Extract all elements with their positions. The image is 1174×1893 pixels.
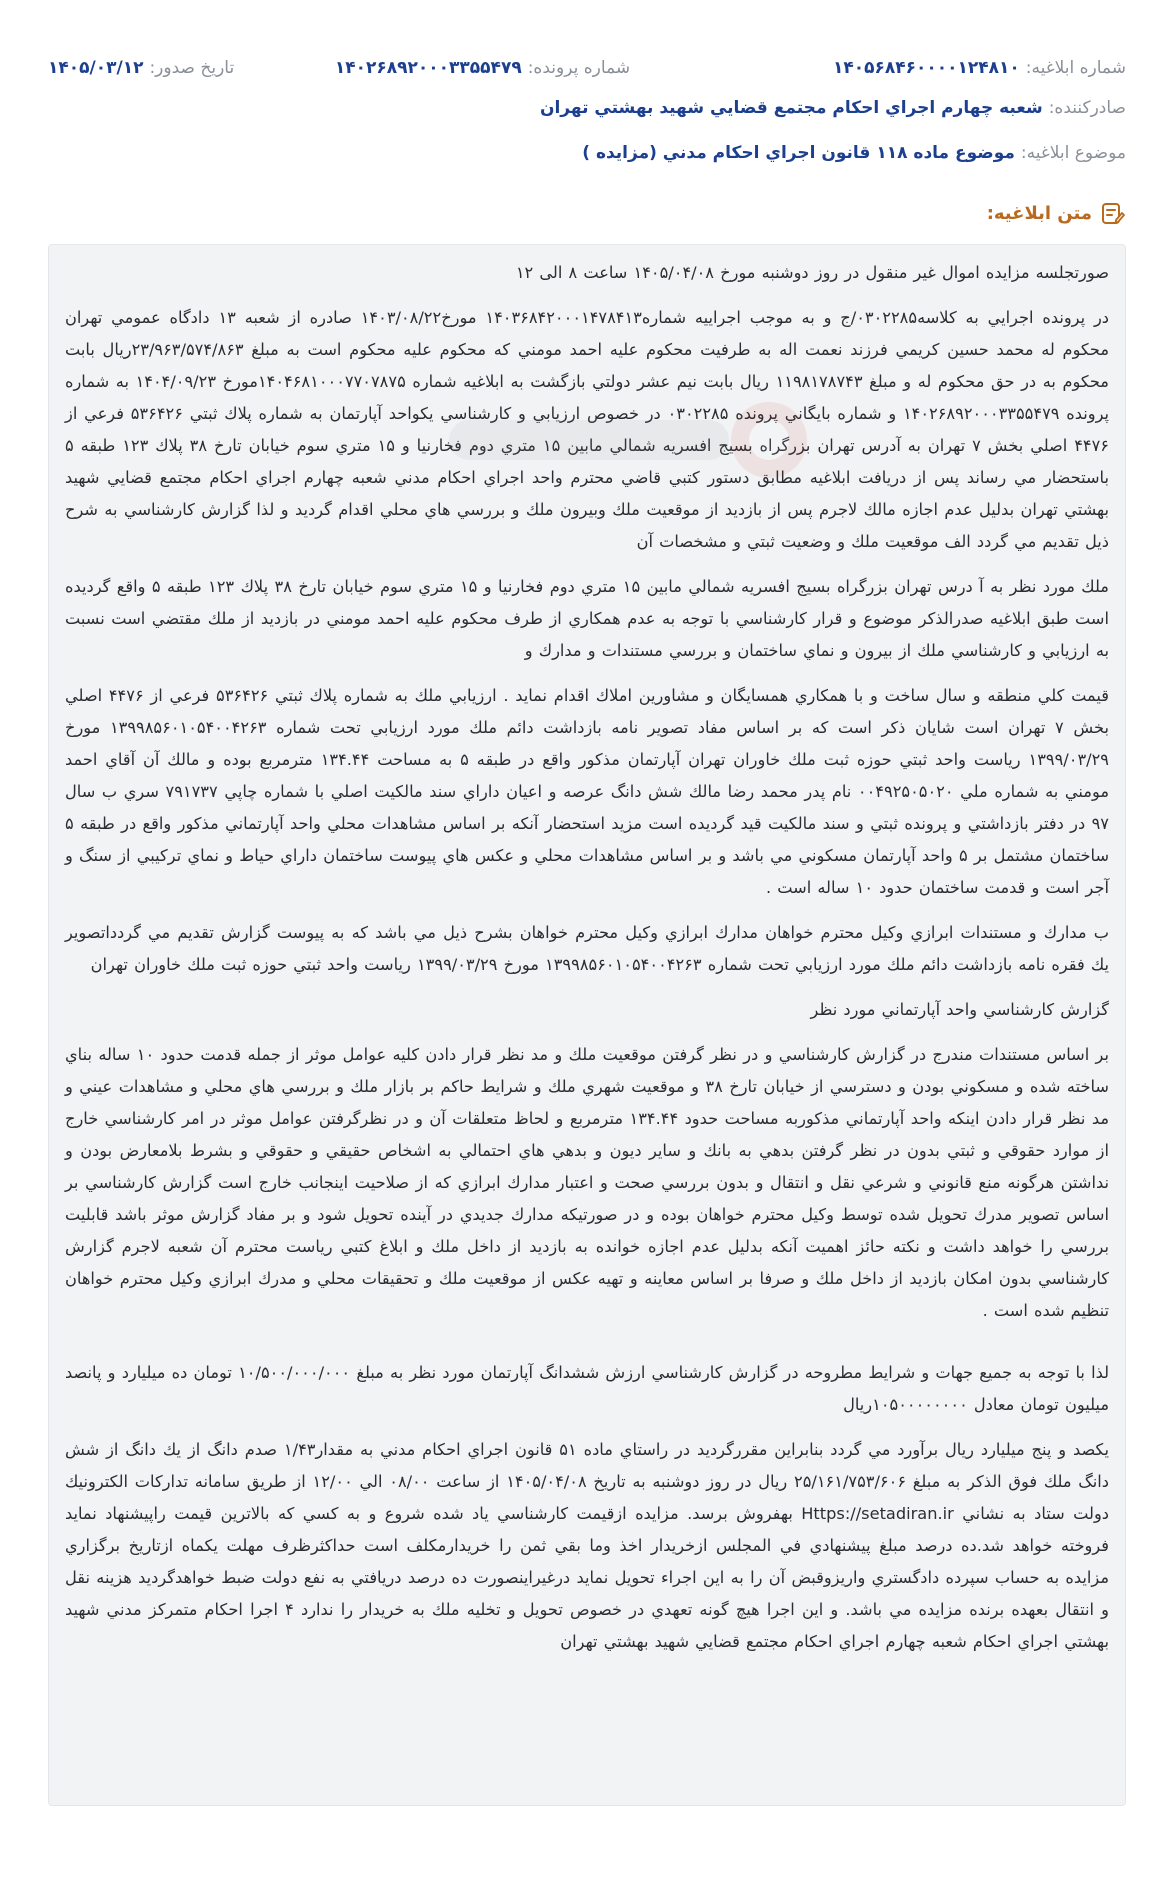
case-number-label: شماره پرونده:	[527, 58, 631, 78]
notice-text-panel	[48, 244, 1126, 1806]
header-meta-row	[48, 50, 1126, 86]
notice-text-heading	[987, 196, 1126, 230]
paragraph: ملك مورد نظر به آ درس تهران بزرگراه بسيج افسريه شمالي مابين ۱۵ متري دوم فخارنيا و ۱۵ متري سوم خيابان تارخ ۳۸ پلاك ۱۲۳ طبقه ۵ واقع گرديده است طبق ابلاغيه صدرالذكر موضوع و قرار كارشناسي با توجه به عدم همكاري از طرف محكوم عليه احمد مومني در بازديد از ملك مقتضي است نسبت به ارزيابي و كارشناسي ملك از بيرون و نماي ساختمان و بررسي مستندات و مدارك و	[65, 577, 1109, 660]
subject-row	[48, 135, 1126, 171]
paragraph: گزارش كارشناسي واحد آپارتماني مورد نظر	[810, 1000, 1109, 1019]
case-number-value: ۱۴۰۲۶۸۹۲۰۰۰۳۳۵۵۴۷۹	[334, 58, 522, 78]
issue-date-label: تاريخ صدور:	[149, 58, 235, 78]
case-number	[290, 58, 630, 78]
notice-number-value: ۱۴۰۵۶۸۴۶۰۰۰۰۱۲۴۸۱۰	[832, 58, 1020, 78]
notice-text-title: متن ابلاغيه:	[986, 202, 1092, 224]
paragraph: قيمت كلي منطقه و سال ساخت و با همكاري همسايگان و مشاورين املاك اقدام نمايد . ارزيابي ملك به شماره پلاك ثبتي ۵۳۶۴۲۶ فرعي از ۴۴۷۶ اصلي بخش ۷ تهران است شايان ذكر است كه بر اساس مفاد تصوير نامه بازداشت دائم ملك مورد ارزيابي تحت شماره ۱۳۹۹۸۵۶۰۱۰۵۴۰۰۴۲۶۳ مورخ ۱۳۹۹/۰۳/۲۹ رياست واحد ثبتي حوزه ثبت ملك خاوران تهران آپارتمان مذكور واقع در طبقه ۵ به مساحت ۱۳۴.۴۴ مترمربع بوده و مالك آن آقاي احمد مومني به شماره ملي ۰۰۴۹۲۵۰۵۰۲۰ نام پدر محمد رضا مالك شش دانگ عرصه و اعيان داراي سند مالكيت اصلي با شماره چاپي ۷۹۱۷۳۷ سري ب سال ۹۷ در دفتر بازداشتي و پرونده ثبتي و سند مالكيت قيد گرديده است مزيد استحضار آنكه بر اساس مشاهدات محلي واحد آپارتماني مذكور واقع در طبقه ۵ ساختمان مشتمل بر ۵ واحد آپارتمان مسكوني مي باشد و بر اساس مشاهدات محلي و عكس هاي پيوست ساختمان داراي حياط و نماي تركيبي از سنگ و آجر است و قدمت ساختمان حدود ۱۰ ساله است .	[65, 686, 1110, 897]
paragraph: لذا با توجه به جميع جهات و شرايط مطروحه در گزارش كارشناسي ارزش ششدانگ آپارتمان مورد نظر به مبلغ ۱۰/۵۰۰/۰۰۰/۰۰۰ تومان ده ميليارد و پانصد ميليون تومان معادل ۱۰۵۰۰۰۰۰۰۰۰ريال	[65, 1363, 1110, 1414]
document-edit-icon	[1100, 200, 1126, 226]
issue-date	[48, 58, 234, 78]
paragraph: در پرونده اجرايي به كلاسه۰۳۰۲۲۸۵/ج و به موجب اجراييه شماره۱۴۰۳۶۸۴۲۰۰۰۱۴۷۸۴۱۳ مورخ۱۴۰۳/۰۸/۲۲ صادره از شعبه ۱۳ دادگاه عمومي تهران محكوم له محمد حسين كريمي فرزند نعمت اله به طرفيت محكوم عليه احمد مومني كه محكوم عليه محكوم است به مبلغ ۲۳/۹۶۳/۵۷۴/۸۶۳ريال بابت محكوم به در حق محكوم له و مبلغ ۱۱۹۸۱۷۸۷۴۳ ريال بابت نيم عشر دولتي بازگشت به ابلاغيه شماره ۱۴۰۴۶۸۱۰۰۰۷۷۰۷۸۷۵مورخ ۱۴۰۴/۰۹/۲۳ به شماره پرونده ۱۴۰۲۶۸۹۲۰۰۰۳۳۵۵۴۷۹ و شماره بايگاني پرونده ۰۳۰۲۲۸۵ در خصوص ارزيابي و كارشناسي يكواحد آپارتمان به شماره پلاك ثبتي ۵۳۶۴۲۶ فرعي از ۴۴۷۶ اصلي بخش ۷ تهران به آدرس تهران بزرگراه بسيج افسريه شمالي مابين ۱۵ متري دوم فخارنيا و ۱۵ متري سوم خيابان تارخ ۳۸ پلاك ۱۲۳ طبقه ۵ باستحضار مي رساند پس از دريافت ابلاغيه مطابق دستور كتبي قاضي محترم واحد اجراي احكام مدني شعبه چهارم اجراي احكام مجتمع قضايي شهيد بهشتي تهران بدليل عدم اجازه مالك لاجرم پس از بازديد از موقعيت ملك وبيرون ملك و بررسي هاي محلي اقدام گرديد و لذا گزارش كارشناسي به شرح ذيل تقديم مي گردد الف موقعيت ملك و وضعيت ثبتي و مشخصات آن	[65, 308, 1109, 551]
issue-date-value: ۱۴۰۵/۰۳/۱۲	[48, 58, 144, 78]
issuer-label: صادرکننده:	[1048, 98, 1126, 118]
paragraph: بر اساس مستندات مندرج در گزارش كارشناسي و در نظر گرفتن موقعيت ملك و مد نظر قرار دادن كليه عوامل موثر از جمله قدمت حدود ۱۰ ساله بناي ساخته شده و مسكوني بودن و دسترسي از خيابان تارخ ۳۸ و موقعيت شهري ملك و شرايط حاكم بر بازار ملك و بررسي هاي محلي و مشاهدات عيني و مد نظر قرار دادن اينكه واحد آپارتماني مذكوربه مساحت حدود ۱۳۴.۴۴ مترمربع و لحاظ متعلقات آن و در نظرگرفتن عوامل موثر در امر كارشناسي خارج از موارد حقوقي و ثبتي بدون در نظر گرفتن بدهي به بانك و ساير ديون و بدهي هاي احتمالي به اشخاص حقيقي و حقوقي و بشرط بلامعارض بودن و نداشتن هرگونه منع قانوني و شرعي نقل و انتقال و بدون بررسي صحت و اعتبار مدارك ابرازي كه از صلاحيت اينجانب خارج است گزارش كارشناسي بر اساس تصوير مدرك تحويل شده توسط وكيل محترم خواهان بوده و در صورتيكه مدارك جديدي در آينده تحويل شود و بر مفاد گزارش موثر باشد قابليت بررسي را خواهد داشت و نكته حائز اهميت آنكه بدليل عدم اجازه خوانده به بازديد از داخل ملك و ابلاغ كتبي رياست محترم آن شعبه لاجرم گزارش كارشناسي بدون امكان بازديد از داخل ملك و صرفا بر اساس معاينه و تهيه عكس از موقعيت ملك و تحقيقات محلي و مدرك ابرازي وكيل محترم خواهان تنظيم شده است .	[65, 1045, 1109, 1320]
issuer-value: شعبه چهارم اجراي احكام مجتمع قضايي شهيد بهشتي تهران	[539, 98, 1043, 118]
paragraph: يكصد و پنج ميليارد ريال برآورد مي گردد بنابراين مقررگرديد در راستاي ماده ۵۱ قانون اجراي احكام مدني به مقدار۱/۴۳ صدم دانگ از يك دانگ از شش دانگ ملك فوق الذكر به مبلغ ۲۵/۱۶۱/۷۵۳/۶۰۶ ريال در روز دوشنبه به تاريخ ۱۴۰۵/۰۴/۰۸ از ساعت ۰۸/۰۰ الي ۱۲/۰۰ از طريق سامانه تداركات الكترونيك دولت ستاد به نشاني Https://setadiran.ir بهفروش برسد. مزايده ازقيمت كارشناسي ياد شده شروع و به كسي كه بالاترين قيمت راپيشنهاد نمايد فروخته خواهد شد.ده درصد مبلغ پيشنهادي في المجلس ازخريدار اخذ وما بقي ثمن را خريدارمكلف است حداكثرظرف مهلت يكماه ازتاريخ برگزاري مزايده به حساب سپرده دادگستري واريزوقبض آن را به اين اجراء تحويل نمايد درغيراينصورت ده درصد دريافتي به نفع دولت ضبط خواهدگرديد هزينه نقل و انتقال بعهده برنده مزايده مي باشد. و اين اجرا هيچ گونه تعهدي در خصوص تحويل و تخليه ملك به خريدار را ندارد ۴ اجرا احكام متمركز مدني شهيد بهشتي اجراي احكام شعبه چهارم اجراي احكام مجتمع قضايي شهيد بهشتي تهران	[65, 1440, 1109, 1651]
notice-number-label: شماره ابلاغيه:	[1025, 58, 1126, 78]
issuer-row	[48, 90, 1126, 126]
paragraph: صورتجلسه مزايده اموال غير منقول در روز دوشنبه مورخ ۱۴۰۵/۰۴/۰۸ ساعت ۸ الی ۱۲	[515, 263, 1109, 282]
paragraph: ب مدارك و مستندات ابرازي وكيل محترم خواهان مدارك ابرازي وكيل محترم خواهان بشرح ذيل مي باشد كه به پيوست گزارش تقديم مي گردداتصوير يك فقره نامه بازداشت دائم ملك مورد ارزيابي تحت شماره ۱۳۹۹۸۵۶۰۱۰۵۴۰۰۴۲۶۳ مورخ ۱۳۹۹/۰۳/۲۹ رياست واحد ثبتي حوزه ثبت ملك خاوران تهران	[65, 923, 1109, 974]
notice-number	[686, 58, 1126, 78]
subject-label: موضوع ابلاغيه:	[1020, 143, 1126, 163]
subject-value: موضوع ماده ۱۱۸ قانون اجراي احكام مدني (مزايده )	[582, 143, 1015, 163]
